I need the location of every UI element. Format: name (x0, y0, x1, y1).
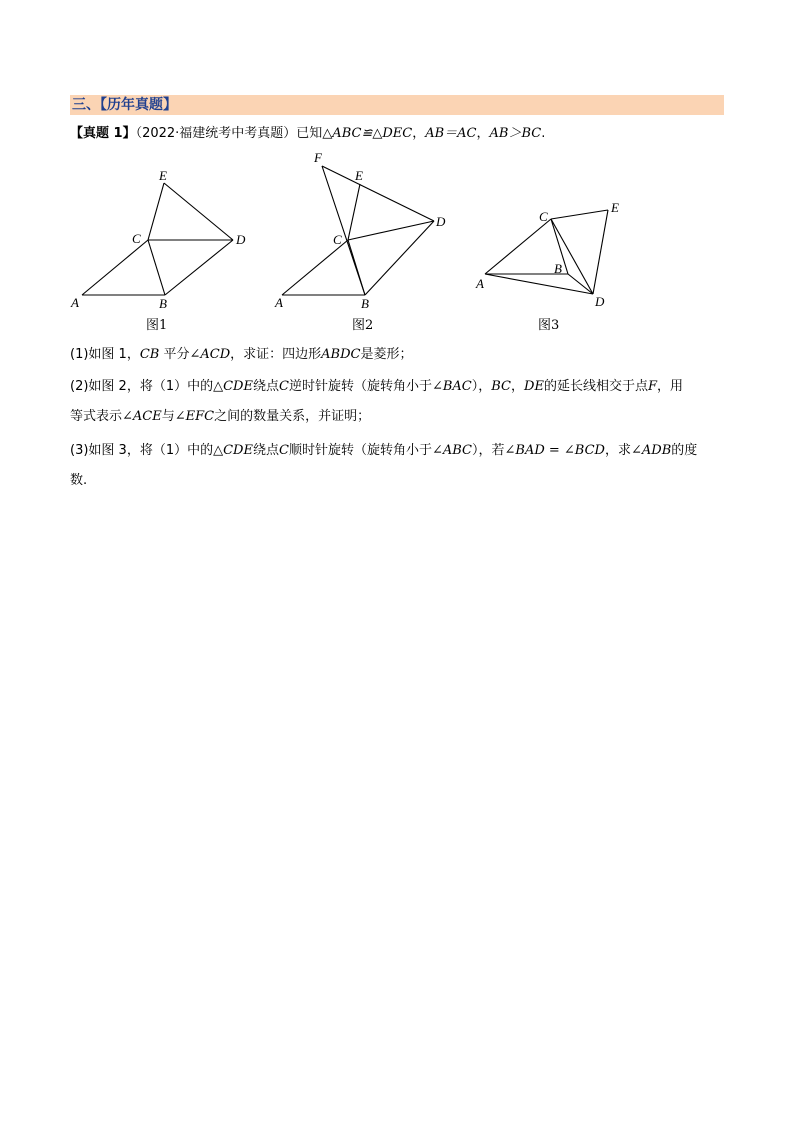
section-title: 【历年真题】 (100, 97, 177, 113)
part-3-math: C (278, 443, 289, 458)
figure-1 (66, 160, 256, 335)
part-2-text: ）， (471, 379, 492, 394)
part-3-text: ），若 (471, 443, 505, 458)
part-3-number: (3) (70, 443, 89, 458)
part-3-text: ，求 (604, 443, 631, 458)
fig1-label-D: D (236, 232, 246, 247)
part-3-math: ∠BAD = ∠BCD (504, 443, 605, 458)
fig3-label-E: E (611, 200, 619, 215)
part-1 (70, 340, 730, 370)
part-3-math: △CDE (213, 443, 253, 458)
part-2-text: ， (511, 379, 525, 394)
part-1-text: 是菱形； (360, 347, 413, 362)
fig3-label-B: B (554, 261, 562, 276)
question-source: （2022·福建统考中考真题） (135, 126, 297, 141)
part-1-math: ABDC (321, 347, 361, 362)
stem-end: . (541, 126, 546, 141)
question-tag: 【真题 1】 (70, 126, 136, 141)
fig3-label-C: C (539, 209, 548, 224)
fig3-caption: 图3 (538, 318, 560, 333)
fig2-label-D: D (436, 214, 446, 229)
part-2-number: (2) (70, 379, 89, 394)
part-2-text: 如图 2，将（1）中的 (88, 379, 214, 394)
part-1-math: ∠ACD (189, 347, 231, 362)
stem-separator: ， (412, 126, 426, 141)
stem-prefix: 已知 (296, 126, 323, 141)
fig2-label-E: E (355, 168, 363, 183)
part-2-text: 与 (161, 409, 175, 424)
figure-3 (470, 196, 640, 336)
part-2-math: DE (524, 379, 544, 394)
part-3-text: 的度 (671, 443, 698, 458)
part-2 (70, 372, 730, 432)
fig2-label-C: C (333, 232, 342, 247)
part-2-text: 绕点 (252, 379, 279, 394)
part-1-text: ，求证：四边形 (230, 347, 322, 362)
part-2-math: F (647, 379, 657, 394)
figure-2 (268, 148, 458, 335)
part-2-text: 等式表示 (70, 409, 123, 424)
part-3-text: 数. (70, 473, 88, 488)
part-1-text: 平分 (159, 347, 190, 362)
part-2-text: 逆时针旋转（旋转角小于 (288, 379, 432, 394)
part-3-math: ∠ABC (431, 443, 472, 458)
part-3 (70, 436, 730, 496)
part-2-math: ∠BAC (431, 379, 472, 394)
fig1-label-C: C (132, 231, 141, 246)
fig2-caption: 图2 (352, 318, 374, 333)
stem-separator: ， (476, 126, 490, 141)
part-2-text: 之间的数量关系，并证明； (214, 409, 371, 424)
fig3-label-A: A (476, 276, 484, 291)
fig2-label-F: F (314, 150, 322, 165)
question-stem (70, 124, 730, 144)
part-3-text: 如图 3，将（1）中的 (88, 443, 214, 458)
part-2-text: 的延长线相交于点 (543, 379, 648, 394)
fig3-label-D: D (595, 294, 605, 309)
stem-inequality: AB＞BC (489, 126, 542, 141)
part-3-text: 绕点 (252, 443, 279, 458)
part-2-math: BC (491, 379, 511, 394)
part-2-math: ∠EFC (174, 409, 215, 424)
section-number: 三、 (72, 97, 100, 113)
fig1-label-A: A (71, 295, 79, 310)
stem-congruence: △ABC≌△DEC (322, 126, 413, 141)
fig1-label-E: E (159, 168, 167, 183)
stem-equal-sides: AB＝AC (425, 126, 477, 141)
part-3-text: 顺时针旋转（旋转角小于 (288, 443, 432, 458)
fig2-label-A: A (275, 295, 283, 310)
fig1-label-B: B (159, 296, 167, 311)
part-2-math: △CDE (213, 379, 253, 394)
part-2-math: C (278, 379, 289, 394)
part-2-text: ，用 (656, 379, 683, 394)
part-1-text: 如图 1， (88, 347, 140, 362)
part-2-math: ∠ACE (122, 409, 162, 424)
part-1-math: CB (139, 347, 160, 362)
fig1-caption: 图1 (146, 318, 168, 333)
part-1-number: (1) (70, 347, 89, 362)
fig2-label-B: B (361, 296, 369, 311)
part-3-math: ∠ADB (631, 443, 672, 458)
section-header (70, 95, 724, 115)
